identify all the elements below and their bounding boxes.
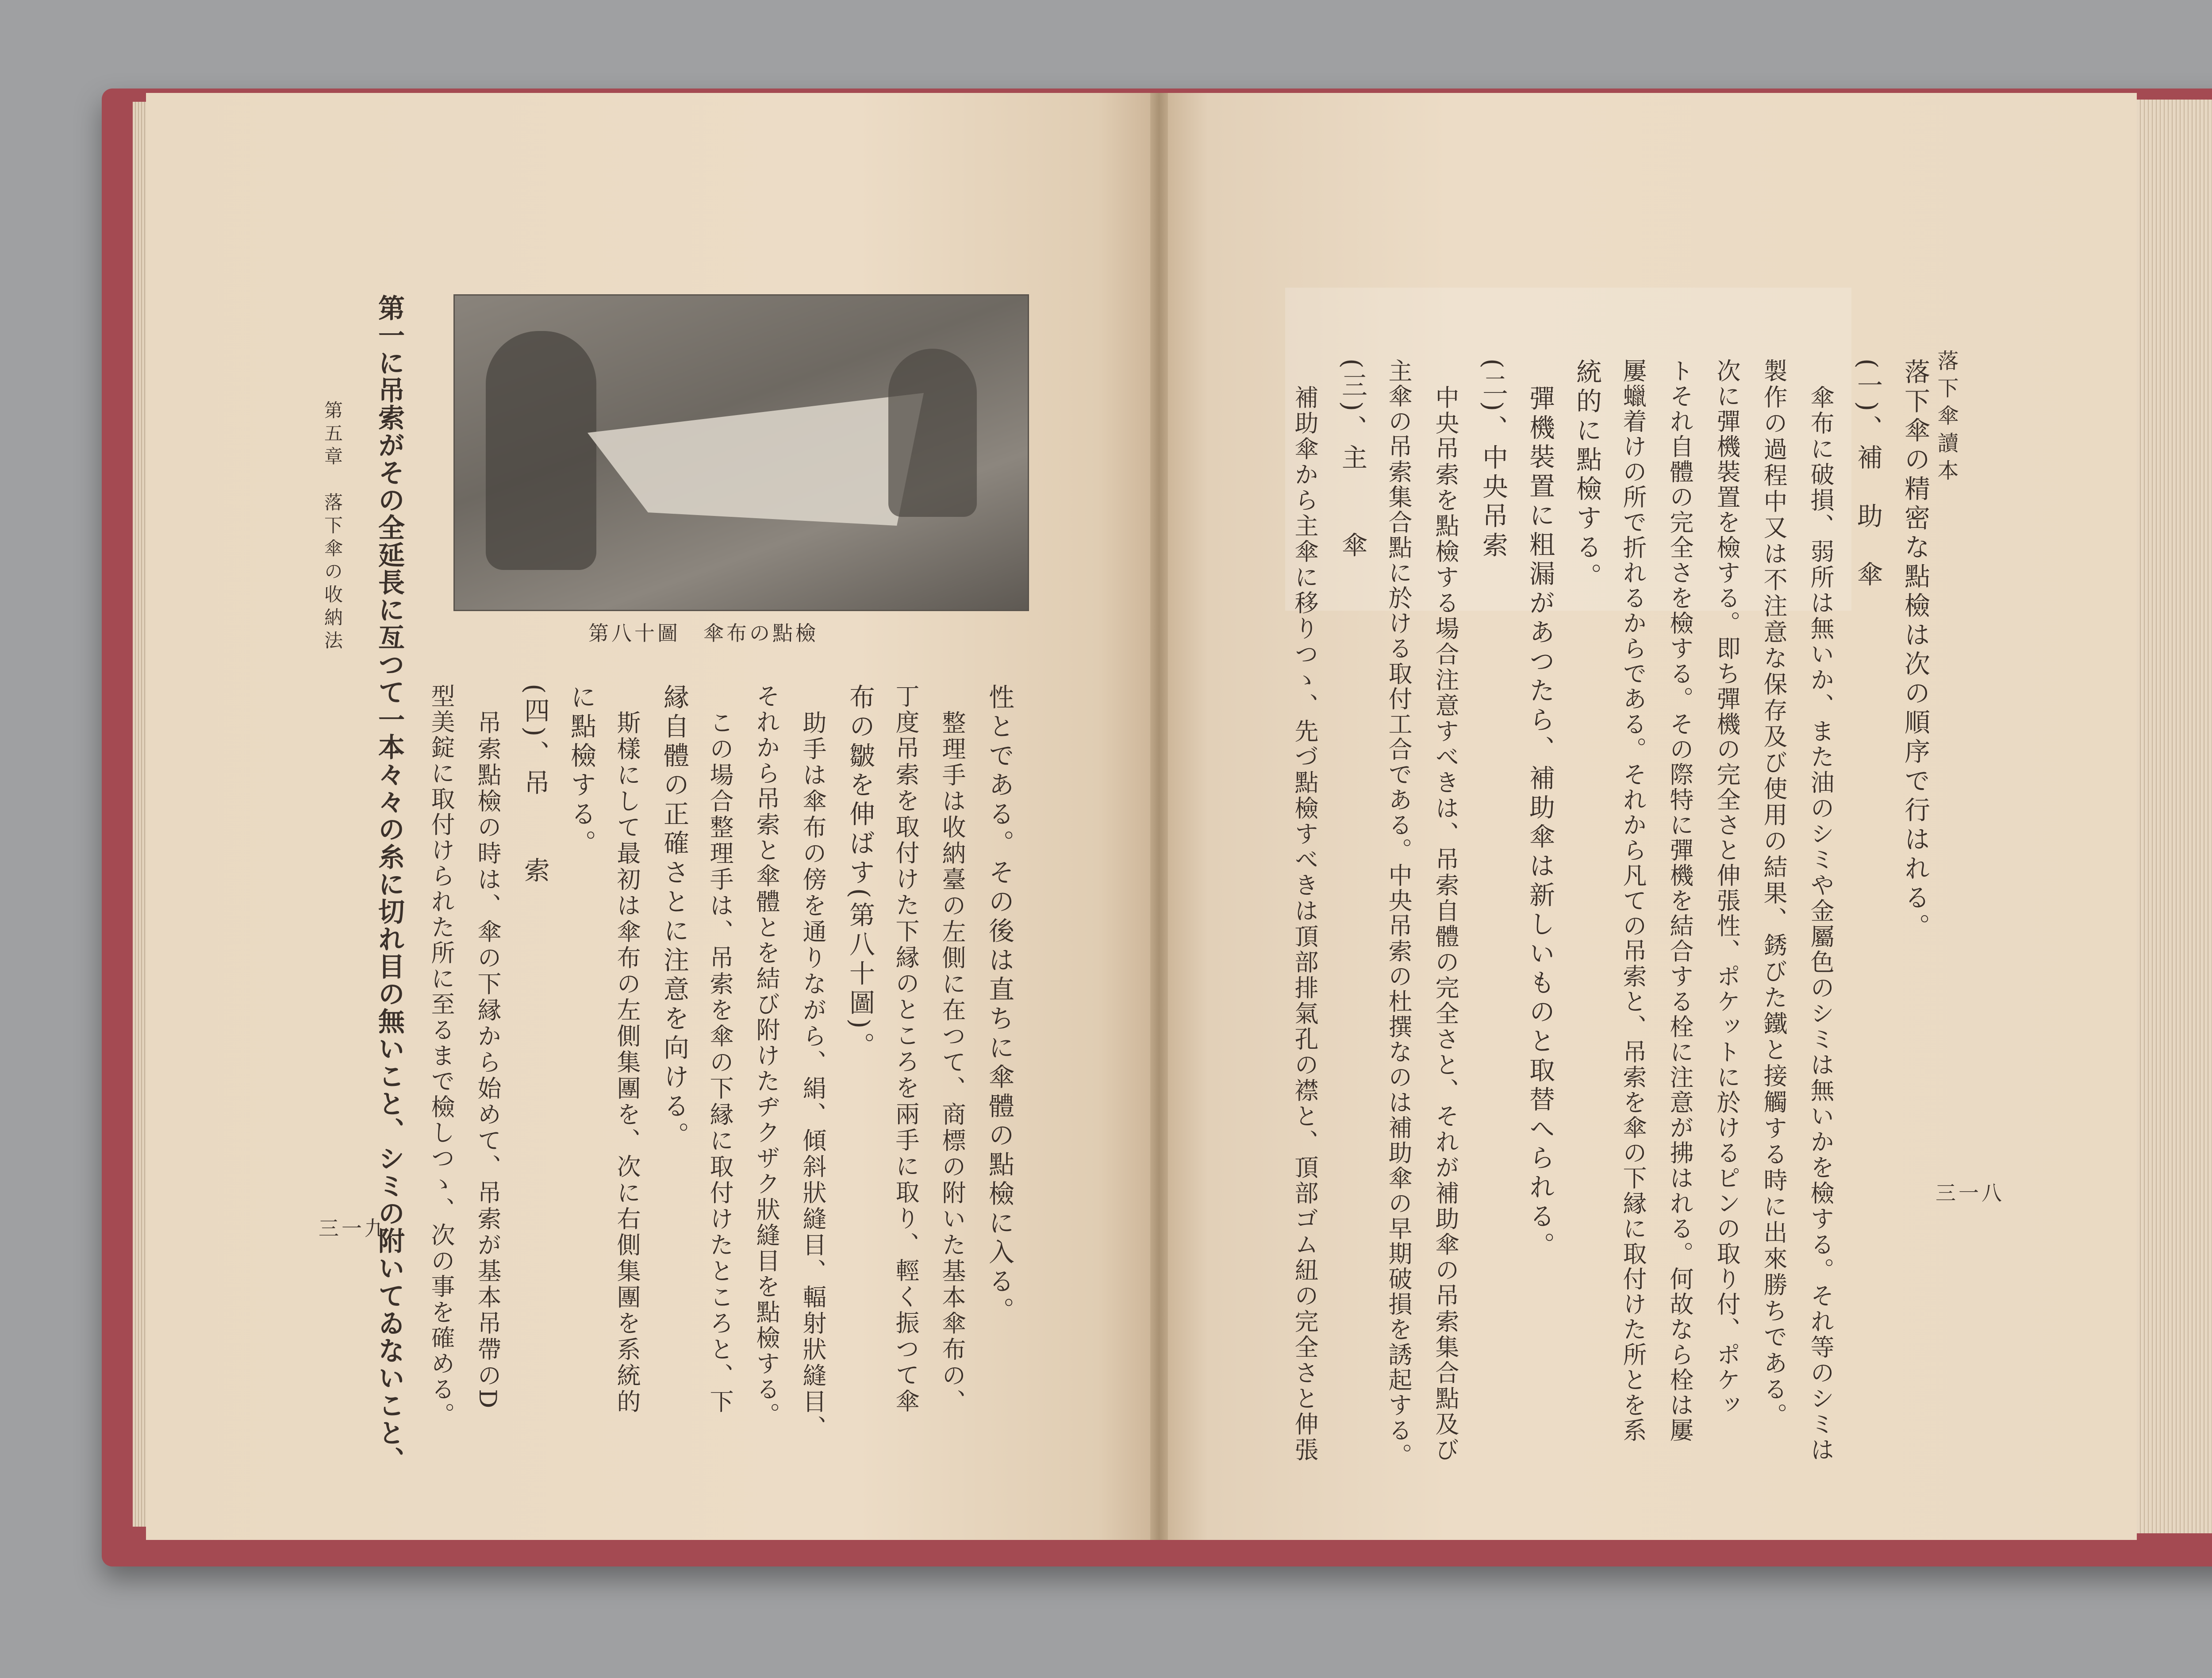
figure-person-right xyxy=(888,349,977,517)
text-column-r12: 主傘の吊索集合點に於ける取付工合である。中央吊索の杜撰なのは補助傘の早期破損を誘起する。 xyxy=(1385,358,1413,1468)
figure-photo xyxy=(453,294,1029,611)
text-column-l2: 整理手は收納臺の左側に在つて、商標の附いた基本傘布の、 xyxy=(938,710,966,1415)
text-column-l8: 縁自體の正確さとに注意を向ける。 xyxy=(659,684,689,1151)
section-heading-1: (一)、補 助 傘 xyxy=(1853,358,1883,590)
text-column-l3: 丁度吊索を取付けた下縁のところを兩手に取り、輕く振つて傘 xyxy=(892,684,920,1415)
figure-caption: 第八十圖 傘布の點檢 xyxy=(588,621,818,645)
page-number-right: 三一八 xyxy=(1936,1181,2005,1205)
text-column-l7: この場合整理手は、吊索を傘の下縁に取付けたところと、下 xyxy=(706,710,734,1415)
book-gutter xyxy=(1150,93,1168,1540)
text-column-l10: に點檢する。 xyxy=(566,684,596,859)
text-column-r7: 屢蠟着けの所で折れるからである。それから凡ての吊索と、吊索を傘の下縁に取付けた所とを系 xyxy=(1619,358,1647,1443)
text-column-r3: 傘布に破損、弱所は無いか、また油のシミや金屬色のシミは無いかを檢する。それ等のシミは xyxy=(1807,385,1835,1463)
text-column-r4: 製作の過程中又は不注意な保存及び使用の結果、銹びた鐵と接觸する時に出來勝ちである。 xyxy=(1760,358,1788,1429)
text-column-l6: それから吊索と傘體とを結び附けたヂクザク狀縫目を點檢する。 xyxy=(753,684,780,1428)
text-column-r14: 補助傘から主傘に移りつゝ、先づ點檢すべきは頂部排氣孔の襟と、頂部ゴム紐の完全さと伸張 xyxy=(1291,385,1319,1463)
text-column-l1: 性とである。その後は直ちに傘體の點檢に入る。 xyxy=(984,684,1014,1326)
text-column-r8: 統的に點檢する。 xyxy=(1572,358,1602,592)
figure-person-left xyxy=(486,331,596,570)
text-column-l12: 吊索點檢の時は、傘の下縁から始めて、吊索が基本吊帶のD xyxy=(474,710,502,1411)
text-column-l5: 助手は傘布の傍を通りながら、絹、傾斜狀縫目、輻射狀縫目、 xyxy=(799,710,827,1441)
chapter-header: 第五章 落下傘の收納法 xyxy=(322,400,343,654)
section-heading-4: (四)、吊 索 xyxy=(520,684,550,886)
page-number-left: 三一九 xyxy=(319,1216,388,1240)
running-header: 落下傘讀本 xyxy=(1934,350,1959,487)
figure-parachute-cloth xyxy=(588,393,924,526)
text-column-r1: 落下傘の精密な點檢は次の順序で行はれる。 xyxy=(1900,358,1930,943)
text-column-r9: 彈機裝置に粗漏があつたら、補助傘は新しいものと取替へられる。 xyxy=(1525,385,1555,1261)
text-column-l4: 布の皺を伸ばす(第八十圖)。 xyxy=(845,684,875,1062)
section-heading-2: (二)、中央吊索 xyxy=(1478,358,1508,561)
right-page-edges xyxy=(2137,100,2212,1533)
text-column-l13: 型美錠に取付けられた所に至るまで檢しつゝ、次の事を確める。 xyxy=(427,684,455,1428)
text-column-r5: 次に彈機裝置を檢する。即ち彈機の完全さと伸張性、ポケットに於けるピンの取り付、ポケッ xyxy=(1713,358,1741,1418)
section-heading-3: (三)、主 傘 xyxy=(1337,358,1367,561)
text-column-r11: 中央吊索を點檢する場合注意すべきは、吊索自體の完全さと、それが補助傘の吊索集合點及び xyxy=(1432,385,1459,1463)
text-column-l9: 斯樣にして最初は傘布の左側集團を、次に右側集團を系統的 xyxy=(613,710,641,1415)
text-column-r6: トそれ自體の完全さを檢する。その際特に彈機を結合する栓に注意が拂はれる。何故なら栓は屢 xyxy=(1666,358,1694,1443)
text-column-l14: 第一に吊索がその全延長に亙つて一本々々の糸に切れ目の無いこと、シミの附いてゐないこと、 xyxy=(374,294,405,1474)
